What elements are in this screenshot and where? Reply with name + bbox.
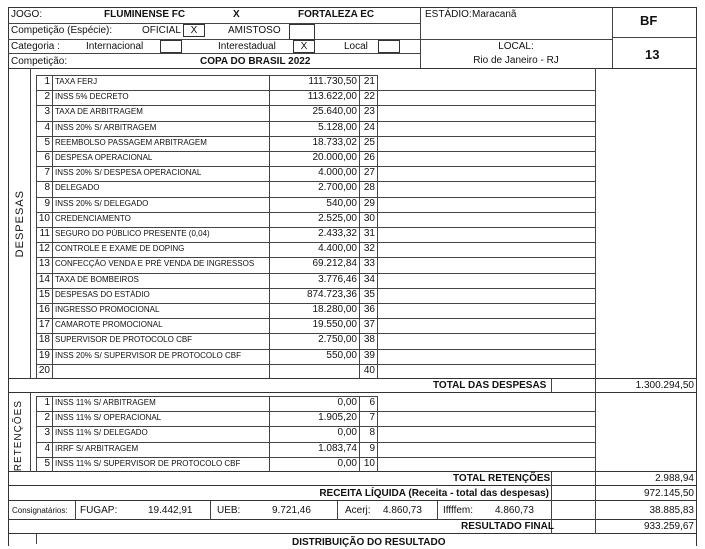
row-number: 5	[44, 136, 50, 148]
local-label: LOCAL:	[498, 41, 534, 52]
row-number: 11	[39, 228, 50, 239]
home-team: FLUMINENSE FC	[104, 9, 186, 20]
row-number: 12	[38, 243, 50, 255]
row-number-right: 8	[369, 427, 375, 439]
ifffem-label: Iffffem:	[443, 505, 474, 516]
row-description: INGRESSO PROMOCIONAL	[55, 305, 160, 314]
competicao-label: Competição:	[11, 56, 68, 67]
row-number: 5	[44, 457, 50, 469]
row-number: 1	[44, 397, 50, 408]
row-description: TAXA DE ARBITRAGEM	[55, 107, 143, 117]
row-number-right: 9	[369, 442, 375, 454]
row-number: 18	[38, 334, 50, 346]
row-number: 2	[44, 91, 50, 103]
row-value: 1.083,74	[318, 442, 357, 454]
doc-code-2: 13	[645, 47, 660, 62]
row-number-right: 40	[363, 364, 375, 376]
row-description: CONTROLE E EXAME DE DOPING	[55, 244, 185, 254]
row-value: 113.622,00	[307, 91, 357, 103]
resultado-label: RESULTADO FINAL	[461, 521, 554, 532]
row-value: 4.400,00	[318, 243, 357, 255]
acerj-value: 4.860,73	[383, 505, 422, 516]
internacional-label: Internacional	[86, 41, 144, 52]
row-description: IRRF S/ ARBITRAGEM	[55, 443, 139, 453]
row-number: 19	[38, 349, 50, 361]
row-number-right: 7	[369, 412, 375, 424]
row-number-right: 37	[363, 319, 375, 331]
receita-value: 972.145,50	[643, 488, 694, 499]
row-number-right: 34	[363, 273, 375, 285]
receita-label: RECEITA LÍQUIDA (Receita - total das despesas)	[319, 488, 549, 499]
row-number-right: 22	[363, 91, 375, 103]
row-number: 16	[38, 304, 50, 315]
row-number-right: 24	[363, 121, 375, 133]
vs-mark: X	[233, 9, 240, 20]
row-number-right: 28	[363, 182, 375, 194]
away-team: FORTALEZA EC	[298, 9, 375, 20]
row-value: 25.640,00	[312, 106, 357, 118]
row-number: 14	[38, 273, 50, 285]
row-value: 2.525,00	[318, 212, 357, 224]
row-number-right: 36	[363, 304, 375, 315]
row-description: REEMBOLSO PASSAGEM ARBITRAGEM	[55, 137, 207, 147]
oficial-checkbox[interactable]: X	[183, 24, 205, 37]
row-number-right: 6	[369, 397, 375, 408]
row-description: TAXA DE BOMBEIROS	[55, 274, 139, 284]
row-description: INSS 11% S/ ARBITRAGEM	[55, 398, 156, 407]
total-despesas-value: 1.300.294,50	[635, 380, 694, 391]
row-number-right: 25	[363, 136, 375, 148]
row-value: 0,00	[337, 427, 357, 439]
row-value: 20.000,00	[312, 152, 357, 163]
row-description: DESPESA OPERACIONAL	[55, 153, 153, 162]
total-retencoes-row	[8, 472, 697, 486]
row-number: 15	[38, 288, 50, 300]
row-value: 111.730,50	[308, 76, 357, 87]
internacional-checkbox[interactable]	[160, 40, 182, 53]
row-number-right: 39	[363, 349, 375, 361]
row-value: 18.733,02	[312, 136, 357, 148]
row-number: 3	[44, 427, 50, 439]
total-retencoes-value: 2.988,94	[655, 473, 694, 484]
row-number-right: 26	[363, 152, 375, 163]
ifffem-value: 4.860,73	[495, 505, 534, 516]
local-cat-checkbox[interactable]	[378, 40, 400, 53]
row-number: 2	[44, 412, 50, 424]
especie-label: Competição (Espécie):	[11, 25, 113, 36]
row-number: 4	[44, 121, 50, 133]
row-description: INSS 20% S/ DELEGADO	[55, 198, 149, 208]
row-description: TAXA FERJ	[55, 77, 98, 86]
row-value: 18.280,00	[312, 304, 357, 315]
row-number: 13	[38, 258, 50, 270]
total-retencoes-label: TOTAL RETENÇÕES	[453, 473, 551, 484]
despesas-section-label: DESPESAS	[14, 190, 26, 258]
interestadual-label: Interestadual	[218, 41, 276, 52]
row-description: INSS 11% S/ DELEGADO	[55, 428, 148, 438]
row-description: INSS 11% S/ OPERACIONAL	[55, 413, 162, 423]
row-number: 9	[44, 197, 50, 209]
consignatarios-label: Consignatários:	[12, 506, 68, 515]
total-despesas-label: TOTAL DAS DESPESAS	[433, 380, 547, 391]
fugap-value: 19.442,91	[148, 505, 193, 516]
categoria-label: Categoria :	[11, 41, 60, 52]
oficial-label: OFICIAL	[142, 25, 181, 36]
row-value: 874.723,36	[306, 288, 357, 300]
row-number-right: 29	[363, 197, 375, 209]
total-despesas-row	[8, 379, 697, 393]
row-value: 3.776,46	[318, 273, 357, 285]
row-value: 0,00	[337, 457, 357, 469]
row-description: CAMAROTE PROMOCIONAL	[55, 320, 163, 330]
ueb-label: UEB:	[217, 505, 241, 516]
distribuicao-label: DISTRIBUIÇÃO DO RESULTADO	[292, 537, 446, 548]
row-value: 19.550,00	[312, 319, 357, 331]
row-description: DESPESAS DO ESTÁDIO	[55, 289, 150, 299]
acerj-label: Acerj:	[345, 505, 371, 516]
row-description: INSS 11% S/ SUPERVISOR DE PROTOCOLO CBF	[55, 458, 241, 468]
competicao-value: COPA DO BRASIL 2022	[200, 56, 311, 67]
row-value: 550,00	[326, 349, 357, 361]
row-number-right: 38	[363, 334, 375, 346]
row-number: 10	[38, 212, 50, 224]
row-description: SUPERVISOR DE PROTOCOLO CBF	[55, 335, 193, 345]
retencoes-section-label: RETENÇÕES	[13, 400, 24, 472]
row-value: 540,00	[326, 197, 357, 209]
fugap-label: FUGAP:	[80, 505, 118, 516]
row-number: 1	[44, 76, 50, 87]
row-description: INSS 20% S/ SUPERVISOR DE PROTOCOLO CBF	[55, 350, 241, 360]
estadio-value: Maracanã	[472, 9, 517, 20]
row-value: 2.750,00	[318, 334, 357, 346]
jogo-label: JOGO:	[11, 9, 43, 20]
interestadual-checkbox[interactable]: X	[293, 40, 315, 53]
doc-code-1: BF	[640, 13, 658, 28]
local-cat-label: Local	[344, 41, 368, 52]
row-number: 6	[44, 152, 50, 163]
row-description: INSS 5% DECRETO	[55, 92, 129, 102]
row-value: 2.433,32	[318, 228, 357, 239]
row-number-right: 23	[363, 106, 375, 118]
row-number-right: 30	[363, 212, 375, 224]
row-number-right: 35	[363, 288, 375, 300]
row-description: INSS 20% S/ DESPESA OPERACIONAL	[55, 168, 202, 178]
row-number: 8	[44, 182, 50, 194]
resultado-row	[8, 520, 697, 534]
row-value: 5.128,00	[318, 121, 357, 133]
row-number-right: 21	[363, 76, 375, 87]
row-description: CREDENCIAMENTO	[55, 213, 131, 223]
row-number-right: 33	[363, 258, 375, 270]
row-description: INSS 20% S/ ARBITRAGEM	[55, 122, 157, 132]
row-value: 2.700,00	[318, 182, 357, 194]
row-description: SEGURO DO PÚBLICO PRESENTE (0,04)	[55, 229, 210, 238]
estadio-label: ESTÁDIO:	[425, 9, 472, 20]
resultado-value: 933.259,67	[643, 521, 694, 532]
row-value: 1.905,20	[318, 412, 357, 424]
row-number-right: 31	[363, 228, 375, 239]
row-description: CONFECÇÃO VENDA E PRÉ VENDA DE INGRESSOS	[55, 259, 255, 269]
row-description: DELEGADO	[55, 183, 100, 193]
local-value: Rio de Janeiro - RJ	[473, 55, 559, 66]
row-number: 7	[44, 167, 50, 179]
row-number: 17	[38, 319, 50, 331]
row-number: 4	[44, 442, 50, 454]
row-value: 4.000,00	[318, 167, 357, 179]
row-number-right: 32	[363, 243, 375, 255]
row-value: 69.212,84	[312, 258, 357, 270]
ueb-value: 9.721,46	[272, 505, 311, 516]
row-number-right: 27	[363, 167, 375, 179]
row-value: 0,00	[337, 397, 357, 408]
consignatarios-total: 38.885,83	[649, 505, 694, 516]
row-number-right: 10	[363, 457, 375, 469]
row-number: 20	[38, 364, 50, 376]
row-number: 3	[44, 106, 50, 118]
amistoso-checkbox[interactable]	[289, 24, 315, 40]
amistoso-label: AMISTOSO	[228, 25, 281, 36]
